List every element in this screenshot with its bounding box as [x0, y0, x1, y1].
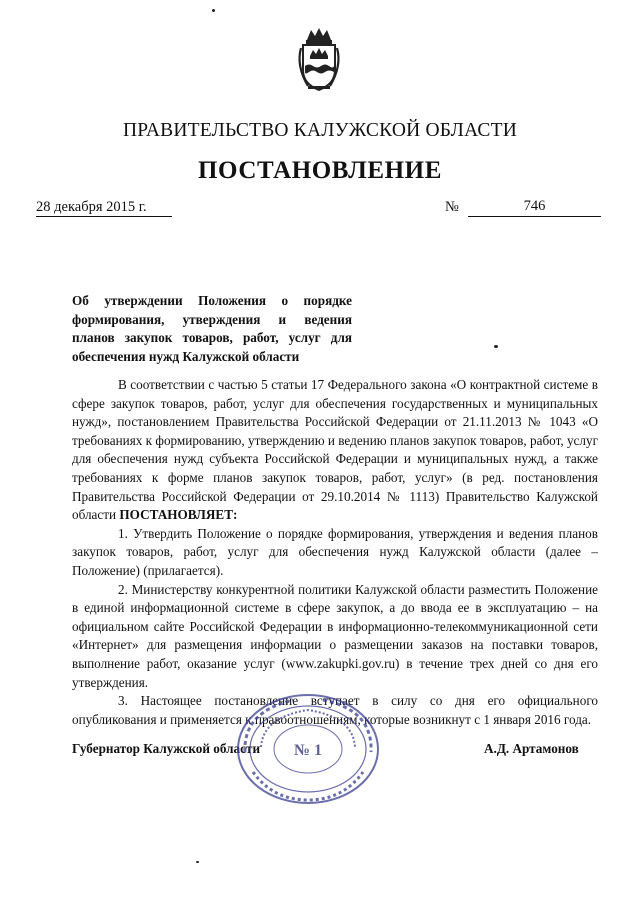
official-seal-stamp [233, 692, 383, 807]
item-2: 2. Министерству конкурентной политики Калужской области разместить Положение в единой информационной системе в сфере закупок, а до ввода ее в эксплуатацию – на официальном сайте Российской Федерации в информационно-телекоммуникационной сети «Интернет» для размещения информации о размещении заказов на поставки товаров, выполнение работ, оказание услуг (www.zakupki.gov.ru) в течение трех дней со дня его утверждения. [72, 581, 598, 690]
number-underline [468, 216, 601, 217]
item-3: 3. Настоящее постановление вступает в силу со дня его официального опубликования и применяется к правоотношениям, которые возникнут с 1 января 2016 года. [72, 693, 598, 727]
signatory-position: Губернатор Калужской области [72, 741, 261, 756]
number-label: № [445, 199, 459, 215]
coat-of-arms-emblem [294, 26, 344, 94]
resolves-keyword: ПОСТАНОВЛЯЕТ: [119, 507, 238, 523]
svg-text:№ 1: № 1 [293, 742, 323, 759]
scan-speck [212, 9, 215, 12]
preamble-paragraph [72, 376, 598, 525]
document-body [72, 376, 598, 729]
preamble-text: В соответствии с частью 5 статьи 17 Федерального закона «О контрактной системе в сфере закупок товаров, работ, услуг для обеспечения государственных и муниципальных нужд», постановлением Правительства Российской Федерации от 21.11.2013 № 1043 «О требованиях к формированию, утверждению и ведению планов закупок товаров, работ, услуг для обеспечения нужд субъекта Российской Федерации и муниципальных нужд, а также требованиях к форме планов закупок товаров, работ, услуг» (в ред. постановления Правительства Российской Федерации от 29.10.2014 № 1113) Правительство Калужской области [72, 377, 598, 523]
organization-title: ПРАВИТЕЛЬСТВО КАЛУЖСКОЙ ОБЛАСТИ [123, 120, 517, 141]
item-1: 1. Утвердить Положение о порядке формирования, утверждения и ведения планов закупок товаров, работ, услуг для обеспечения нужд Калужской области (далее – Положение) (прилагается). [72, 525, 598, 578]
scan-speck [196, 861, 199, 863]
document-date: 28 декабря 2015 г. [36, 199, 147, 215]
document-type-title: ПОСТАНОВЛЕНИЕ [197, 157, 443, 184]
document-number: 746 [523, 198, 546, 214]
signatory-name: А.Д. Артамонов [484, 741, 579, 756]
document-subject: Об утверждении Положения о порядке формирования, утверждения и ведения планов закупок товаров, работ, услуг для обеспечения нужд Калужской области [72, 293, 352, 364]
date-underline [36, 216, 172, 217]
scan-speck [494, 345, 498, 348]
